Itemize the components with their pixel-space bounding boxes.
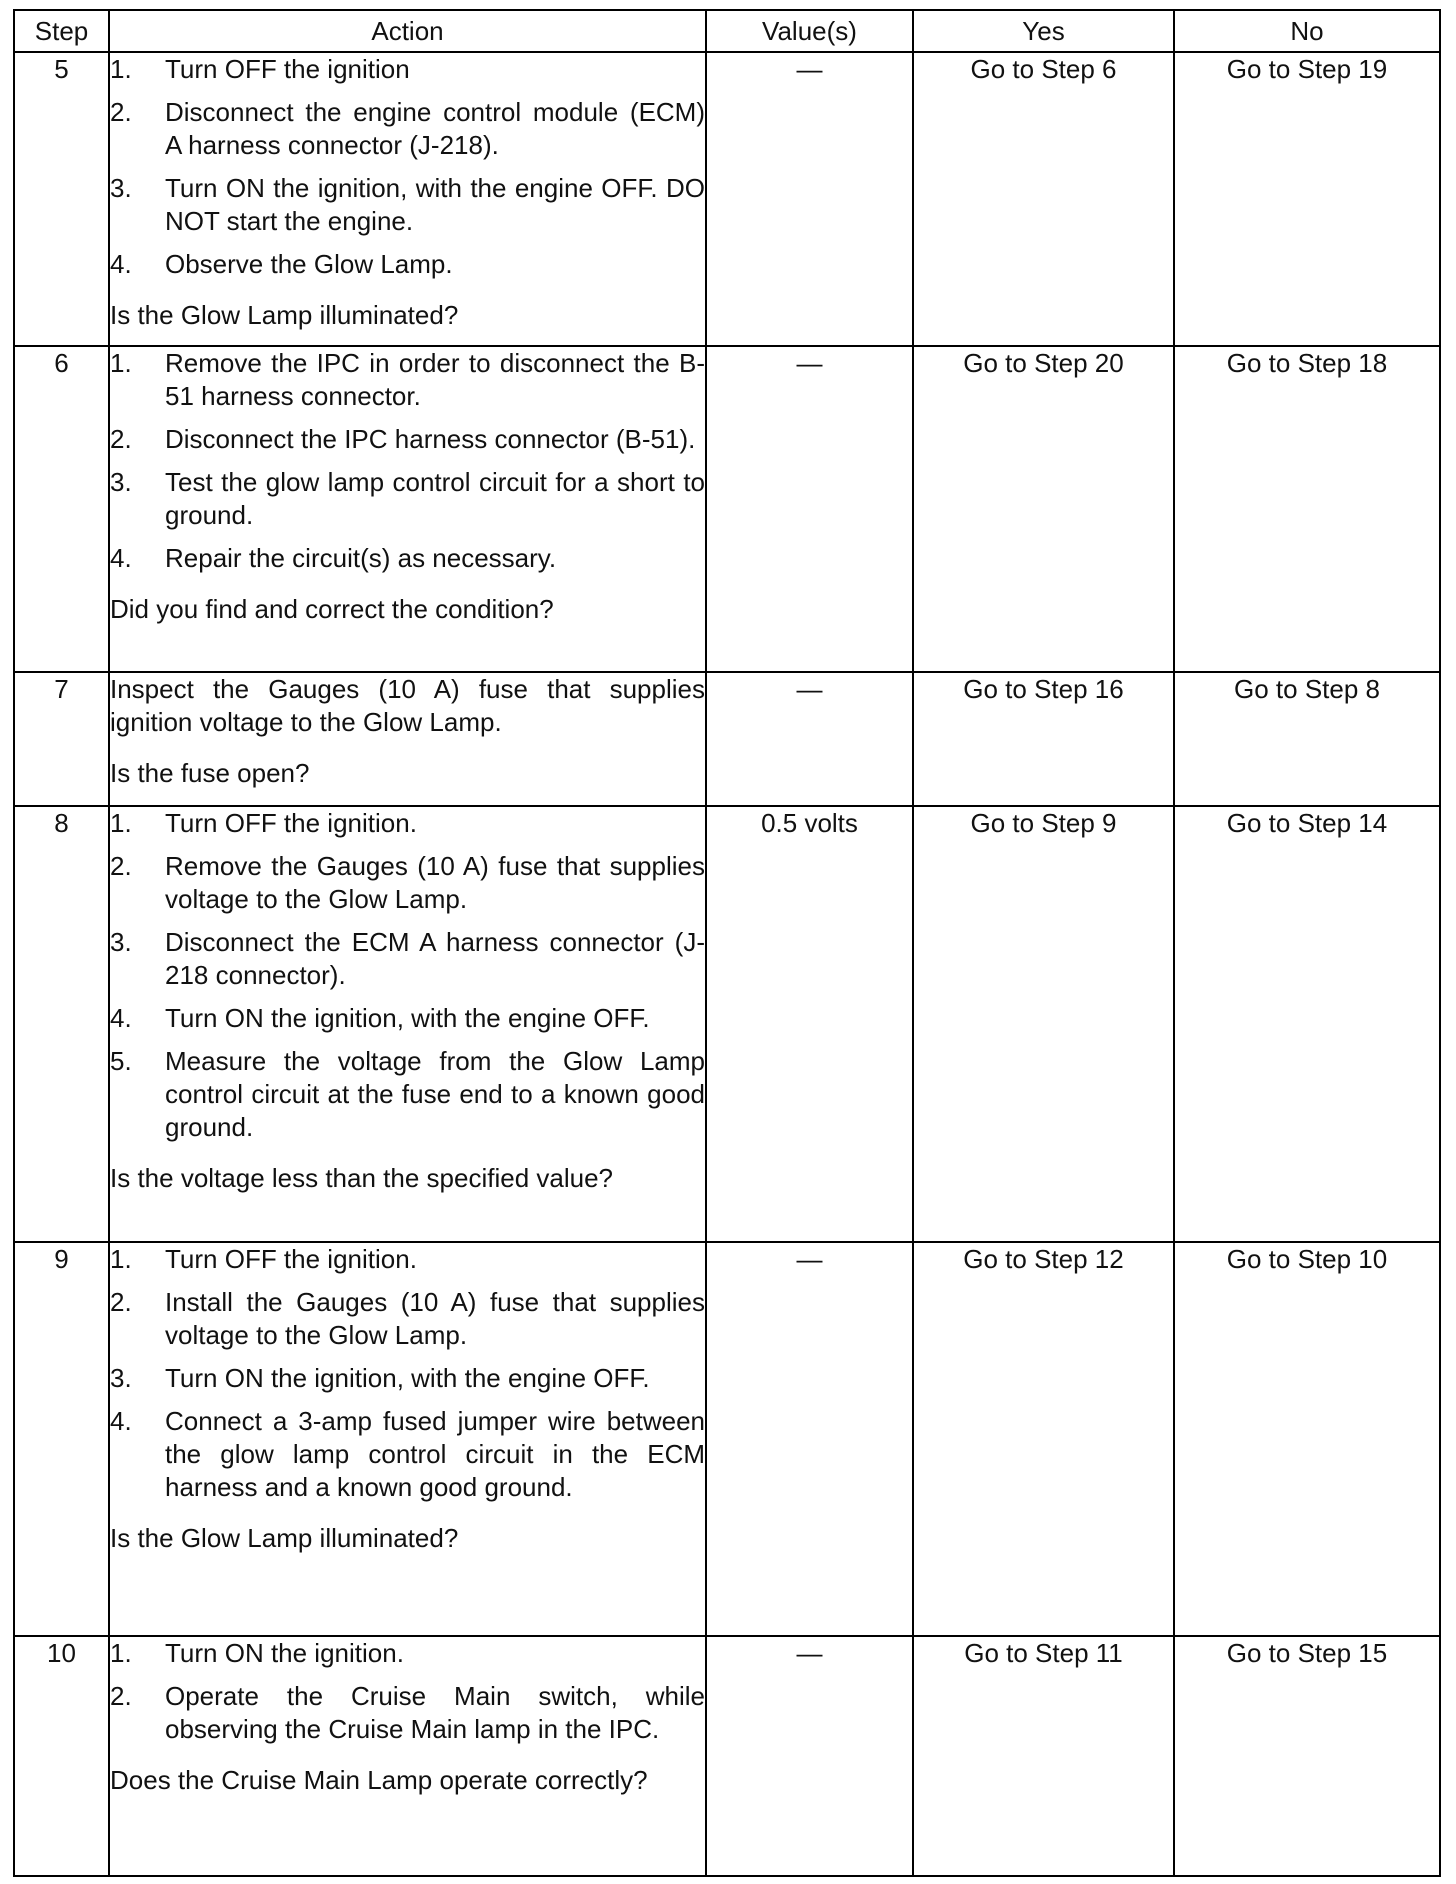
item-text: Install the Gauges (10 A) fuse that supplies voltage to the Glow Lamp. <box>165 1287 705 1350</box>
action-cell <box>109 672 706 806</box>
action-item <box>110 1680 705 1746</box>
header-no: No <box>1174 10 1440 52</box>
action-item <box>110 423 705 456</box>
item-text: Observe the Glow Lamp. <box>165 249 453 279</box>
action-item <box>110 1045 705 1144</box>
yes-cell: Go to Step 11 <box>913 1636 1174 1876</box>
step-number: 6 <box>14 346 109 672</box>
item-text: Test the glow lamp control circuit for a short to ground. <box>165 467 705 530</box>
table-row <box>14 52 1440 346</box>
action-item <box>110 850 705 916</box>
item-text: Turn OFF the ignition. <box>165 1244 417 1274</box>
item-number: 1. <box>110 348 132 378</box>
question-text: Does the Cruise Main Lamp operate correctly? <box>110 1765 648 1795</box>
item-text: Turn ON the ignition, with the engine OFF. DO NOT start the engine. <box>165 173 705 236</box>
action-cell <box>109 52 706 346</box>
diagnostic-table <box>13 9 1441 1877</box>
item-text: Measure the voltage from the Glow Lamp control circuit at the fuse end to a known good ground. <box>165 1046 705 1142</box>
item-text: Disconnect the ECM A harness connector (J-218 connector). <box>165 927 705 990</box>
table-row <box>14 1242 1440 1636</box>
item-number: 4. <box>110 1406 132 1436</box>
value-cell: 0.5 volts <box>706 806 913 1242</box>
value-cell: — <box>706 52 913 346</box>
item-text: Remove the Gauges (10 A) fuse that supplies voltage to the Glow Lamp. <box>165 851 705 914</box>
item-text: Disconnect the IPC harness connector (B-51). <box>165 424 696 454</box>
action-item <box>110 1405 705 1504</box>
item-number: 4. <box>110 249 132 279</box>
item-text: Remove the IPC in order to disconnect the B-51 harness connector. <box>165 348 705 411</box>
action-item <box>110 248 705 281</box>
item-text: Turn ON the ignition, with the engine OFF. <box>165 1363 650 1393</box>
no-cell: Go to Step 14 <box>1174 806 1440 1242</box>
value-cell: — <box>706 1636 913 1876</box>
question-text: Is the voltage less than the specified value? <box>110 1163 613 1193</box>
item-text: Turn ON the ignition. <box>165 1638 404 1668</box>
header-step: Step <box>14 10 109 52</box>
action-cell <box>109 1636 706 1876</box>
action-item <box>110 347 705 413</box>
value-cell: — <box>706 346 913 672</box>
item-number: 3. <box>110 467 132 497</box>
action-item <box>110 53 705 86</box>
header-row <box>14 10 1440 52</box>
item-number: 1. <box>110 808 132 838</box>
yes-cell: Go to Step 9 <box>913 806 1174 1242</box>
item-number: 2. <box>110 851 132 881</box>
question-text: Did you find and correct the condition? <box>110 594 554 624</box>
table-row <box>14 1636 1440 1876</box>
item-number: 2. <box>110 1287 132 1317</box>
item-text: Turn OFF the ignition. <box>165 808 417 838</box>
action-item <box>110 96 705 162</box>
action-cell <box>109 346 706 672</box>
action-item <box>110 542 705 575</box>
no-cell: Go to Step 15 <box>1174 1636 1440 1876</box>
item-text: Disconnect the engine control module (ECM) A harness connector (J-218). <box>165 97 705 160</box>
step-number: 10 <box>14 1636 109 1876</box>
item-text: Operate the Cruise Main switch, while observing the Cruise Main lamp in the IPC. <box>165 1681 705 1744</box>
item-number: 3. <box>110 927 132 957</box>
question-text: Is the fuse open? <box>110 758 310 788</box>
item-text: Connect a 3-amp fused jumper wire between the glow lamp control circuit in the ECM harness and a known good ground. <box>165 1406 705 1502</box>
item-number: 4. <box>110 1003 132 1033</box>
no-cell: Go to Step 10 <box>1174 1242 1440 1636</box>
no-cell: Go to Step 18 <box>1174 346 1440 672</box>
header-yes: Yes <box>913 10 1174 52</box>
step-number: 9 <box>14 1242 109 1636</box>
value-cell: — <box>706 672 913 806</box>
step-number: 5 <box>14 52 109 346</box>
table-row <box>14 806 1440 1242</box>
yes-cell: Go to Step 6 <box>913 52 1174 346</box>
item-text: Turn ON the ignition, with the engine OFF. <box>165 1003 650 1033</box>
action-item <box>110 1002 705 1035</box>
item-number: 5. <box>110 1046 132 1076</box>
action-text: Inspect the Gauges (10 A) fuse that supplies ignition voltage to the Glow Lamp. <box>110 674 705 737</box>
step-number: 7 <box>14 672 109 806</box>
table-row <box>14 346 1440 672</box>
item-number: 3. <box>110 173 132 203</box>
item-number: 1. <box>110 1244 132 1274</box>
no-cell: Go to Step 8 <box>1174 672 1440 806</box>
item-number: 4. <box>110 543 132 573</box>
item-number: 1. <box>110 1638 132 1668</box>
yes-cell: Go to Step 16 <box>913 672 1174 806</box>
value-cell: — <box>706 1242 913 1636</box>
header-action: Action <box>109 10 706 52</box>
question-text: Is the Glow Lamp illuminated? <box>110 300 459 330</box>
yes-cell: Go to Step 20 <box>913 346 1174 672</box>
item-number: 2. <box>110 97 132 127</box>
no-cell: Go to Step 19 <box>1174 52 1440 346</box>
step-number: 8 <box>14 806 109 1242</box>
action-item <box>110 926 705 992</box>
yes-cell: Go to Step 12 <box>913 1242 1174 1636</box>
action-item <box>110 1243 705 1276</box>
item-number: 3. <box>110 1363 132 1393</box>
action-item <box>110 466 705 532</box>
table-row <box>14 672 1440 806</box>
header-values: Value(s) <box>706 10 913 52</box>
item-text: Repair the circuit(s) as necessary. <box>165 543 557 573</box>
action-item <box>110 172 705 238</box>
question-text: Is the Glow Lamp illuminated? <box>110 1523 459 1553</box>
action-cell <box>109 1242 706 1636</box>
item-number: 1. <box>110 54 132 84</box>
action-item <box>110 807 705 840</box>
action-item <box>110 1362 705 1395</box>
action-item <box>110 1286 705 1352</box>
action-item <box>110 1637 705 1670</box>
action-cell <box>109 806 706 1242</box>
item-number: 2. <box>110 424 132 454</box>
item-number: 2. <box>110 1681 132 1711</box>
item-text: Turn OFF the ignition <box>165 54 410 84</box>
